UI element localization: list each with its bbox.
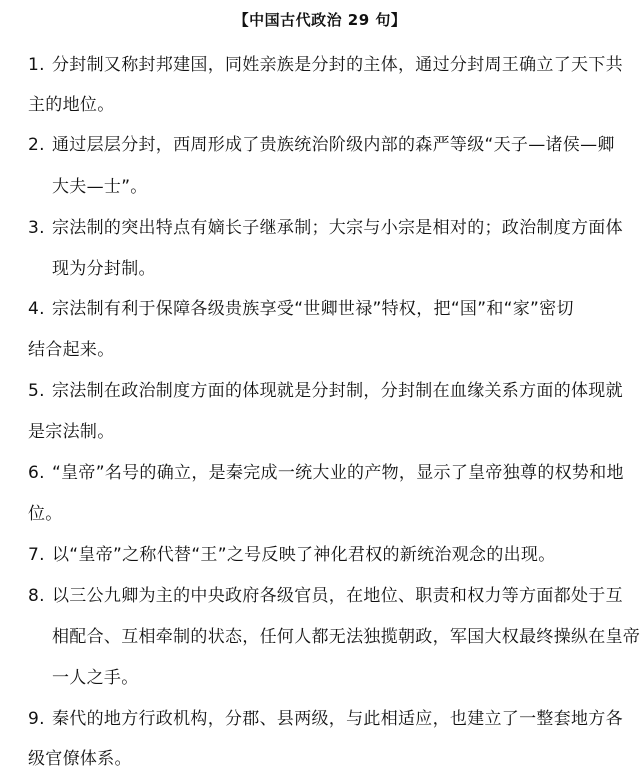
item-number: 1. [28,55,45,75]
item-text: 秦代的地方行政机构，分郡、县两级，与此相适应，也建立了一整套地方各 [52,709,623,729]
item-number: 6. [28,463,45,483]
document-title: 【中国古代政治 29 句】 [233,11,407,29]
item-number: 5. [28,381,45,401]
item-text: 是宗法制。 [28,422,115,442]
item-text: 通过层层分封，西周形成了贵族统治阶级内部的森严等级“天子—诸侯—卿 [52,135,615,155]
item-text: 宗法制在政治制度方面的体现就是分封制，分封制在血缘关系方面的体现就 [52,381,623,401]
item-text: 以三公九卿为主的中央政府各级官员，在地位、职责和权力等方面都处于互 [52,586,623,606]
item-text: 主的地位。 [28,95,115,115]
item-text: 宗法制的突出特点有嫡长子继承制；大宗与小宗是相对的；政治制度方面体 [52,218,623,238]
item-text: 大夫—士”。 [52,177,148,197]
item-number: 8. [28,586,45,606]
item-number: 3. [28,218,45,238]
item-number: 7. [28,545,45,565]
item-number: 2. [28,135,45,155]
item-text: 现为分封制。 [52,259,156,279]
item-number: 9. [28,709,45,729]
item-number: 4. [28,299,45,319]
item-text: 结合起来。 [28,340,115,360]
item-text: 级官僚体系。 [28,749,132,769]
item-text: 以“皇帝”之称代替“王”之号反映了神化君权的新统治观念的出现。 [52,545,556,565]
item-text: “皇帝”名号的确立，是秦完成一统大业的产物，显示了皇帝独尊的权势和地 [52,463,624,483]
item-text: 宗法制有利于保障各级贵族享受“世卿世禄”特权，把“国”和“家”密切 [52,299,574,319]
item-text: 相配合、互相牵制的状态，任何人都无法独揽朝政，军国大权最终操纵在皇帝 [52,627,640,647]
item-text: 位。 [28,504,63,524]
item-text: 分封制又称封邦建国，同姓亲族是分封的主体，通过分封周王确立了天下共 [52,55,623,75]
item-text: 一人之手。 [52,668,139,688]
